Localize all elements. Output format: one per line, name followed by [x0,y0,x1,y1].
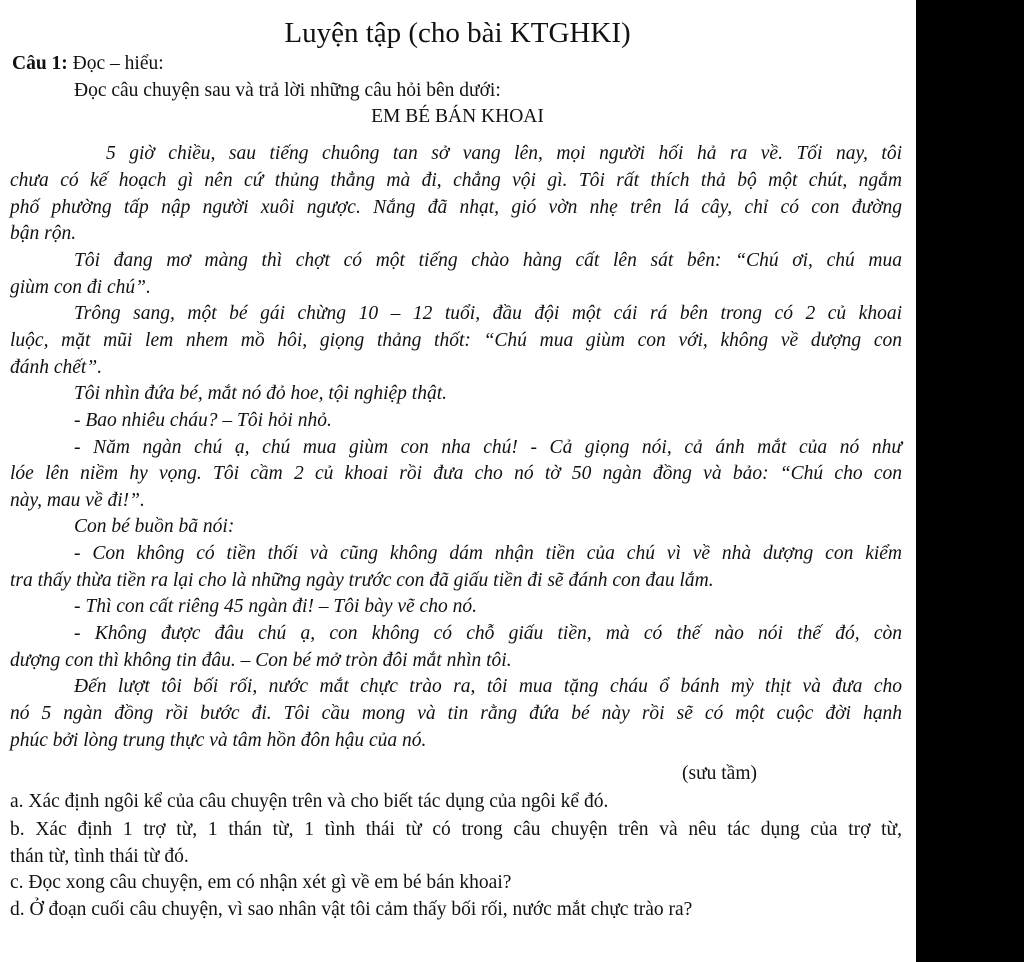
story-line: 5 giờ chiều, sau tiếng chuông tan sở vang lên, mọi người hối hả ra về. Tối nay, tôi [106,143,902,164]
story-line: dượng con thì không tin đâu. – Con bé mở tròn đôi mắt nhìn tôi. [10,650,512,671]
question-d: d. Ở đoạn cuối câu chuyện, vì sao nhân vật tôi cảm thấy bối rối, nước mắt chực trào ra? [10,899,693,920]
question-1-type: Đọc – hiểu: [72,53,164,74]
question-a: a. Xác định ngôi kể của câu chuyện trên và cho biết tác dụng của ngôi kể đó. [10,791,609,812]
story-line: Con bé buồn bã nói: [74,516,235,537]
story-source: (sưu tầm) [681,763,757,784]
document-page [10,0,905,962]
document-title: Luyện tập (cho bài KTGHKI) [284,17,631,49]
story-line: luộc, mặt mũi lem nhem mồ hôi, giọng thảng thốt: “Chú mua giùm con với, không về dượng con [10,330,902,351]
story-line: lóe lên niềm hy vọng. Tôi cầm 2 củ khoai rồi đưa cho nó tờ 50 ngàn đồng và bảo: “Chú cho con [10,463,902,484]
story-line: nó 5 ngàn đồng rồi bước đi. Tôi cầu mong và tin rằng đứa bé này rồi sẽ có một cuộc đời hạnh [10,703,902,724]
right-black-bar [916,0,1024,962]
story-line: đánh chết”. [10,357,103,378]
story-line: - Thì con cất riêng 45 ngàn đi! – Tôi bày vẽ cho nó. [74,596,477,617]
story-line: Đến lượt tôi bối rối, nước mắt chực trào ra, tôi mua tặng cháu ổ bánh mỳ thịt và đưa cho [74,676,902,697]
story-line: - Năm ngàn chú ạ, chú mua giùm con nha chú! - Cả giọng nói, cả ánh mắt của nó như [74,437,902,458]
story-line: Tôi nhìn đứa bé, mắt nó đỏ hoe, tội nghiệp thật. [74,383,447,404]
story-line: Trông sang, một bé gái chừng 10 – 12 tuổi, đầu đội một cái rá bên trong có 2 củ khoai [74,303,902,324]
story-line: - Không được đâu chú ạ, con không có chỗ giấu tiền, mà có thế nào nói thế đó, còn [74,623,902,644]
story-line: này, mau về đi!”. [10,490,145,511]
story-line: - Bao nhiêu cháu? – Tôi hỏi nhỏ. [74,410,332,431]
question-1-label: Câu 1: [12,53,68,74]
story-line: - Con không có tiền thối và cũng không dám nhận tiền của chú vì về nhà dượng con kiểm [74,543,902,564]
question-b-continued: thán từ, tình thái từ đó. [10,846,189,867]
question-b: b. Xác định 1 trợ từ, 1 thán từ, 1 tình thái từ có trong câu chuyện trên và nêu tác dụng của trợ từ, [10,819,902,840]
story-line: giùm con đi chú”. [10,277,151,298]
question-c: c. Đọc xong câu chuyện, em có nhận xét gì về em bé bán khoai? [10,872,512,893]
story-line: tra thấy thừa tiền ra lại cho là những ngày trước con đã giấu tiền đi sẽ đánh con đau lắm. [10,570,714,591]
question-1-heading [12,52,164,76]
story-line: phố phường tấp nập người xuôi ngược. Nắng đã nhạt, gió vờn nhẹ trên lá cây, chỉ có con đường [10,197,902,218]
story-line: bận rộn. [10,223,77,244]
story-line: Tôi đang mơ màng thì chợt có một tiếng chào hàng cất lên sát bên: “Chú ơi, chú mua [74,250,902,271]
story-line: chưa có kế hoạch gì nên cứ thủng thẳng mà đi, chẳng vội gì. Tôi rất thích thả bộ một chút, ngắm [10,170,902,191]
instruction-text: Đọc câu chuyện sau và trả lời những câu hỏi bên dưới: [74,80,501,101]
story-line: phúc bởi lòng trung thực và tâm hồn đôn hậu của nó. [10,730,427,751]
story-title: EM BÉ BÁN KHOAI [371,106,544,127]
